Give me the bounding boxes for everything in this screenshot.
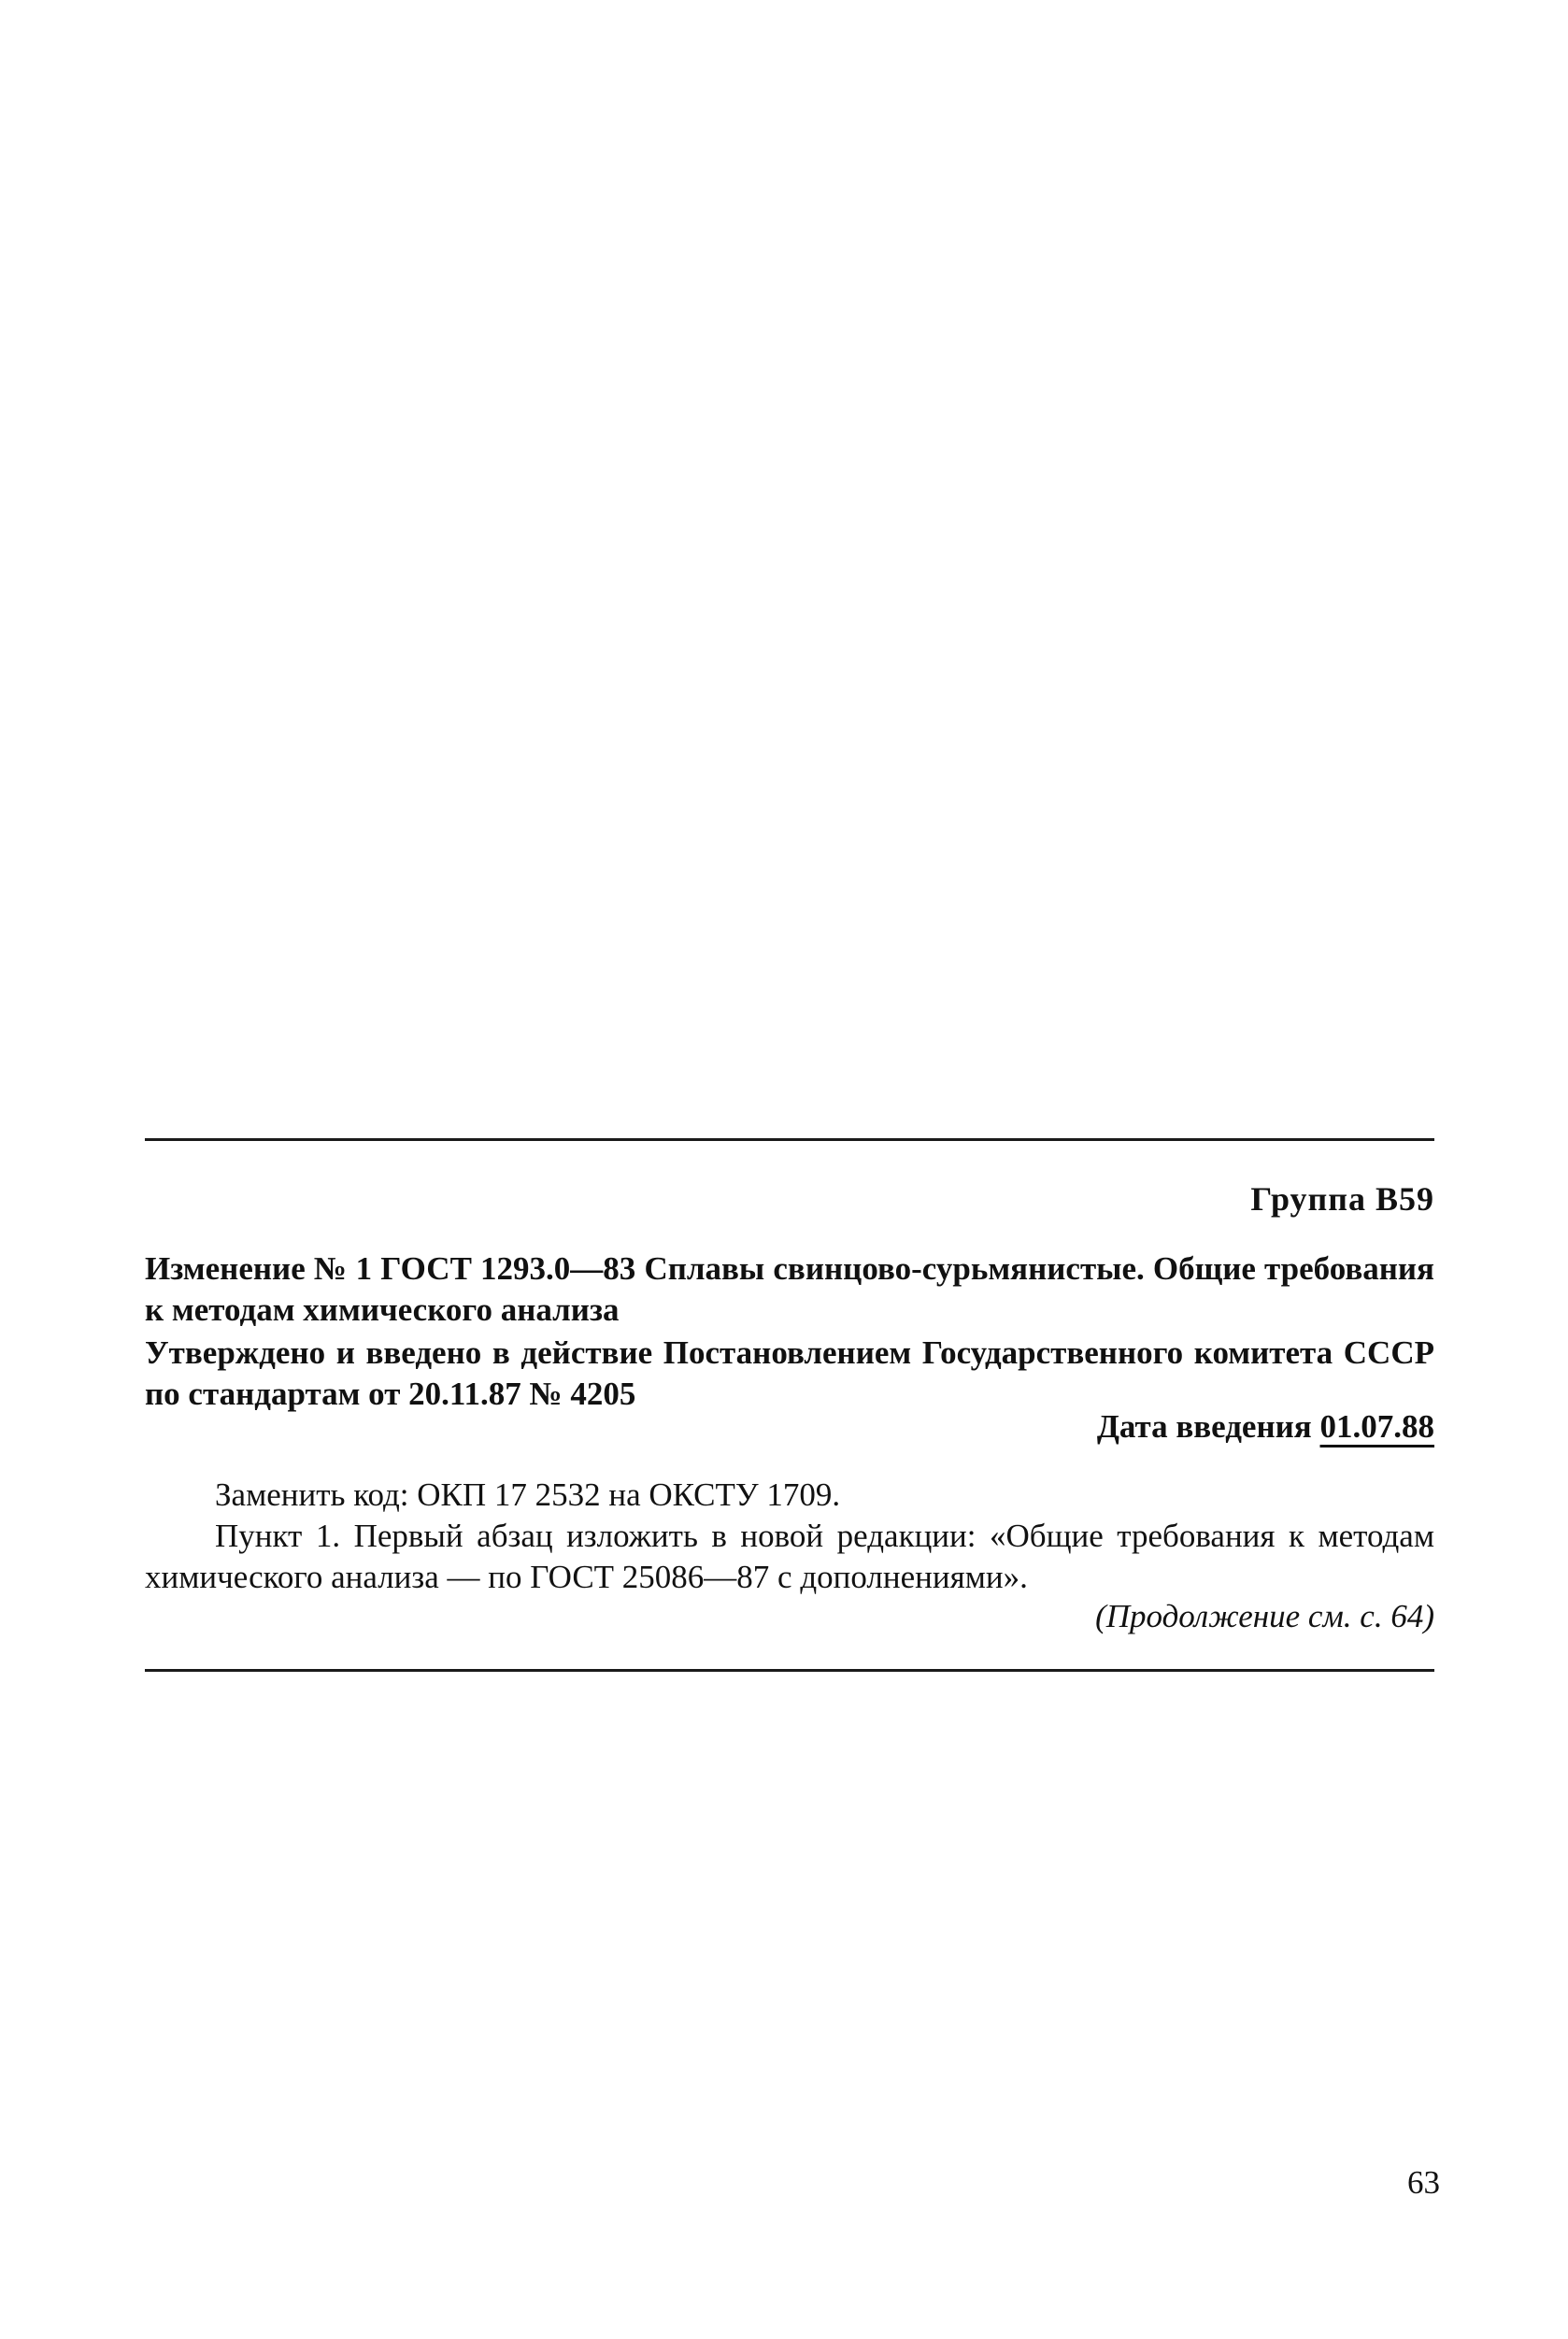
paragraph-1-text: Пункт 1. Первый абзац изложить в новой редакции: «Общие требования к методам химического анализа — по ГОСТ 25086—87 с дополнениями».: [145, 1518, 1434, 1595]
continued-note: (Продолжение см. с. 64): [1095, 1598, 1434, 1634]
amendment-title: Изменение № 1 ГОСТ 1293.0—83 Сплавы свинцово-сурьмянистые. Общие требования к методам химического анализа: [145, 1250, 1434, 1328]
top-divider: [145, 1138, 1434, 1141]
group-code: Группа В59: [1250, 1180, 1434, 1218]
replace-code-text: Заменить код: ОКП 17 2532 на ОКСТУ 1709.: [215, 1476, 841, 1513]
approval-statement: Утверждено и введено в действие Постановлением Государственного комитета СССР по стандартам от 20.11.87 № 4205: [145, 1334, 1434, 1412]
bottom-divider: [145, 1669, 1434, 1672]
page-number: 63: [1407, 2164, 1440, 2201]
effective-date-value: 01.07.88: [1319, 1408, 1434, 1445]
effective-date: [145, 1408, 1434, 1446]
effective-date-label: Дата введения: [1096, 1408, 1320, 1445]
